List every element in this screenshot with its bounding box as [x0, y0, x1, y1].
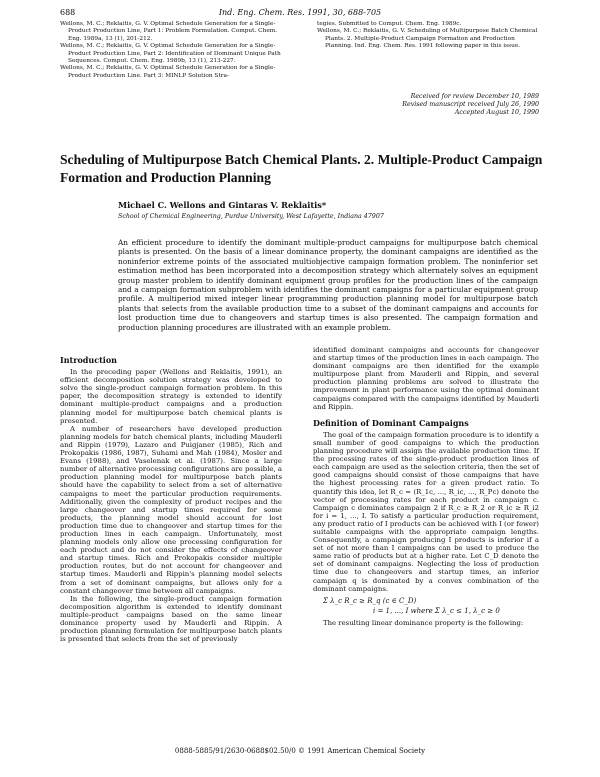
left-column [60, 356, 282, 643]
paragraph: The goal of the campaign formation procedure is to identify a small number of good campaigns to which the production planning procedure will assign the available production time. If the processing rates of the single-product production lines of each campaign are used as the selection criteria, then the set of good campaigns should consist of those campaigns that have the highest processing rates for a given product ratio. To quantify this idea, let R_c = (R_1c, ..., R_ic, ..., R_Pc) denote the vector of processing rates for each product in campaign c. Campaign c dominates campaign 2 if R_c ≥ R_2 or R_ic ≥ R_i2 for i = 1, ..., I. To satisfy a particular production requirement, any product ratio of I products can be achieved with I (or fewer) suitable campaigns with the appropriate campaign lengths. Consequently, a campaign producing I products is inferior if a set of not more than I campaigns can be used to produce the same ratio of products but at a higher rate. Let C_D denote the set of dominant campaigns. Neglecting the loss of production time due to changeovers and startup times, an inferior campaign q is dominated by a convex combination of the dominant campaigns. [313, 430, 539, 593]
received-date: Received for review December 10, 1989 [410, 93, 539, 100]
references-left [60, 21, 282, 80]
reference-item: Wellons, M. C.; Reklaitis, G. V. Optimal Schedule Generation for a Single-Product Production Line, Part 2: Identification of Dominant Unique Path Sequences. Comput. Chem. Eng. 1989b, 13 (1), 213-227. [60, 43, 281, 65]
accepted-date: Accepted August 10, 1990 [454, 109, 539, 116]
article-title: Scheduling of Multipurpose Batch Chemical Plants. 2. Multiple-Product Campaign Formation and Production Planning [60, 152, 543, 185]
abstract: An efficient procedure to identify the dominant multiple-product campaigns for multipurpose batch chemical plants is presented. On the basis of a linear dominance property, the dominant campaigns are identified as the noninferior extreme points of the associated multiobjective campaign formation problem. The noninferior set estimation method has been incorporated into a decomposition strategy which alternately solves an equipment group master problem to identify dominant equipment group profiles for the production lines of the campaign and a campaign formation subproblem with identifies the dominant campaigns for a particular equipment group profile. A multiperiod mixed integer linear programming production planning model for multipurpose batch plants that selects from the available production time to a subset of the dominant campaigns and accounts for lost production time due to changeovers and startup times is also presented. The campaign formation and production planning procedures are illustrated with an example problem. [118, 238, 538, 332]
running-header [60, 8, 540, 20]
section-heading: Definition of Dominant Campaigns [313, 417, 469, 428]
copyright-footer: 0888-5885/91/2630-0688$02.50/0 © 1991 American Chemical Society [174, 747, 426, 755]
revised-date: Revised manuscript received July 26, 1990 [402, 101, 539, 108]
paragraph: identified dominant campaigns and accounts for changeover and startup times of the production lines in each campaign. The dominant campaigns are then identified for the example multipurpose plant from Mauderli and Rippin, and several production planning problems are solved to illustrate the improvement in plant performance using the optimal dominant campaigns compared with the campaigns identified by Mauderli and Rippin. [313, 346, 539, 411]
affiliation: School of Chemical Engineering, Purdue University, West Lafayette, Indiana 47907 [118, 213, 384, 220]
references-right [317, 21, 539, 51]
equation-sum: Σ λ_c R_c ≥ R_q (c ∈ C_D) [323, 596, 417, 605]
reference-item: Wellons, M. C.; Reklaitis, G. V. Scheduling of Multipurpose Batch Chemical Plants. 2. Multiple-Product Campaign Formation and Production Planning. Ind. Eng. Chem. Res. 1991 following paper in this issue. [317, 28, 538, 50]
paragraph: In the preceding paper (Wellons and Reklaitis, 1991), an efficient decomposition solution strategy was developed to solve the single-product campaign formation problem. In this paper, the decomposition strategy is extended to identify dominant multiple-product campaigns and a production planning model for multipurpose batch chemical plants is presented. [60, 368, 282, 425]
paragraph: In the following, the single-product campaign formation decomposition algorithm is extended to identify dominant multiple-product campaigns based on the same linear dominance property used by Mauderli and Rippin. A production planning formulation for multipurpose batch plants is presented that selects from the set of previously [60, 594, 282, 644]
section-heading: Introduction [60, 355, 117, 365]
page-number: 688 [60, 8, 76, 17]
reference-item: tegies. Submitted to Comput. Chem. Eng. 1989c. [317, 21, 462, 27]
paragraph: A number of researchers have developed production planning models for batch chemical plants, including Mauderli and Rippin (1979), Lazaro and Puigjaner (1985), Rich and Prokopakis (1986, 1987), Suhami and Mah (1984), Mosler and Evans (1988), and Vaselenak et al. (1987). Since a large number of alternative processing configurations are possible, a production planning model for multipurpose batch plants should have the capability to select from a set of alternative campaigns to meet the particular production requirements. Additionally, given the complexity of product recipes and the large changeover and startup times required for some products, the planning model should account for lost production time due to changeover and startup times for the production lines in each campaign. Unfortunately, most planning models only allow one processing configuration for each product and do not consider the effects of changeover and startup times. Rich and Prokopakis consider multiple production routes, but do not account for changeover and startup times. Mauderli and Rippin's planning model selects from a set of dominant campaigns, but allows only for a constant changeover time between all campaigns. [60, 424, 282, 595]
reference-item: Wellons, M. C.; Reklaitis, G. V. Optimal Schedule Generation for a Single-Product Production Line. Part 3: MINLP Solution Stra- [60, 65, 276, 79]
authors: Michael C. Wellons and Gintaras V. Reklaitis* [118, 200, 327, 210]
equation-constraints: i = 1, ..., I where Σ λ_c ≤ 1, λ_c ≥ 0 [373, 606, 500, 615]
right-column [313, 346, 539, 627]
journal-citation: Ind. Eng. Chem. Res. 1991, 30, 688-705 [218, 8, 382, 17]
reference-item: Wellons, M. C.; Reklaitis, G. V. Optimal Schedule Generation for a Single-Product Production Line, Part 1: Problem Formulation. Comput. Chem. Eng. 1989a, 13 (1), 201-212. [60, 21, 278, 42]
paragraph: The resulting linear dominance property is the following: [323, 618, 524, 627]
receipt-dates [309, 93, 539, 117]
